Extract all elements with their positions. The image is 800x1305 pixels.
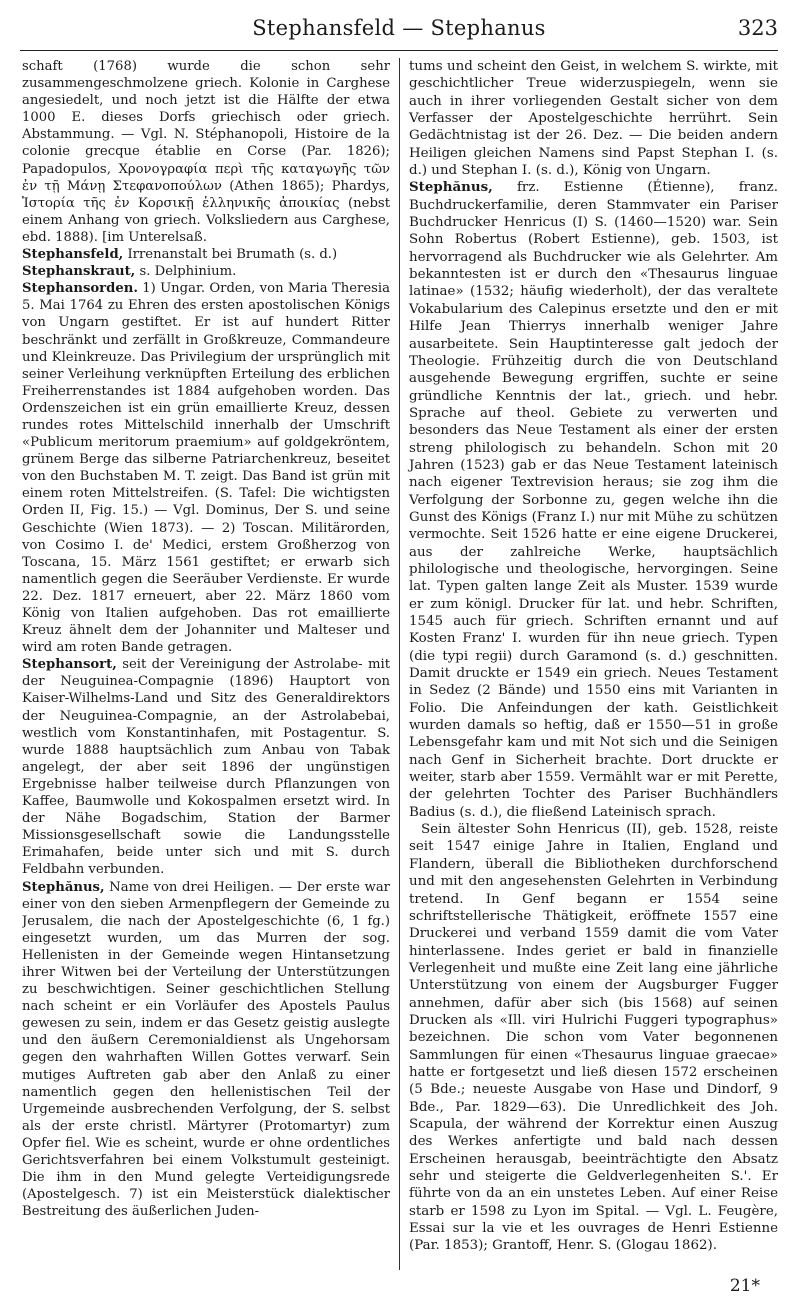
entry-paragraph: Stephanskraut, s. Delphinium. bbox=[22, 264, 237, 280]
entry-paragraph: Stephănus, frz. Estienne (Étienne), franz. Buchdruckerfamilie, deren Stammvater ein Pariser Buchdrucker Henricus (I) S. (1460—1520) war. Sein Sohn Robertus (Robert Estienne), geb. 1503, ist hervorragend als Buchdrucker wie als Gelehrter. Am bekanntesten ist er durch den «Thesaurus linguae latinae» (1532; häufig wiederholt), der das veraltete Vokabularium des Calepinus ersetzte und den er mit Hilfe Jean Thierrys innerhalb weniger Jahre ausarbeitete. Sein Hauptinteresse galt jedoch der Theologie. Frühzeitig durch die von Deutschland ausgehende Bewegung ergriffen, suchte er seine gründliche Kenntnis der lat., griech. und hebr. Sprache auf theol. Gebiete zu verwerten und besonders das Neue Testament als einer der ersten streng philologisch zu behandeln. Schon mit 20 Jahren (1523) gab er das Neue Testament lateinisch nach eigener Textrevision heraus; sie zog ihm die Verfolgung der Sorbonne zu, gegen welche ihn die Gunst des Königs (Franz I.) nur mit Mühe zu schützen vermochte. Seit 1526 hatte er eine eigene Druckerei, aus der zahlreiche Werke, hauptsächlich philologische und theologische, hervorgingen. Seine lat. Typen galten lange Zeit als Muster. 1539 wurde er zum königl. Drucker für lat. und hebr. Schriften, 1545 auch für griech. Schriften ernannt und auf Kosten Franz' I. wurden für ihn neue griech. Typen (die typi regii) durch Garamond (s. d.) geschnitten. Damit druckte er 1549 ein griech. Neues Testament in Sedez (2 Bände) und 1550 eins mit Varianten in Folio. Die Anfeindungen der kath. Geistlichkeit wurden damals so heftig, daß er 1550—51 in große Lebensgefahr kam und mit Not sich und die Seinigen nach Genf in Sicherheit brachte. Dort druckte er weiter, starb aber 1559. Vermählt war er mit Perette, der gelehrten Tochter des Pariser Buchhändlers Badius (s. d.), die fließend Lateinisch sprach. bbox=[409, 179, 778, 820]
running-header bbox=[20, 6, 778, 51]
entry-headword: Stephănus, bbox=[409, 179, 493, 196]
entry-paragraph: tums und scheint den Geist, in welchem S. wirkte, mit geschichtlicher Treue widerzuspiegeln, wenn sie auch in ihrer vorliegenden Gestalt sicher von dem Verfasser der Apostelgeschichte herrührt. Sein Gedächtnistag ist der 26. Dez. — Die beiden andern Heiligen gleichen Namens sind Papst Stephan I. (s. d.) und Stephan I. (s. d.), König von Ungarn. bbox=[409, 59, 778, 179]
entry-headword: Stephansort, bbox=[22, 657, 117, 673]
header-title: Stephansfeld — Stephanus bbox=[252, 16, 546, 40]
entry-headword: Stephansfeld, bbox=[22, 247, 124, 263]
entry-paragraph: schaft (1768) wurde die schon sehr zusammengeschmolzene griech. Kolonie in Carghese angesiedelt, und noch jetzt ist die Hälfte der etwa 1000 E. dieses Dorfs griechisch oder griech. Abstammung. — Vgl. N. Stéphanopoli, Histoire de la colonie grecque établie en Corse (Par. 1826); Papadopulos, Χρονογραφία περὶ τῆς καταγωγῆς τῶν ἐν τῇ Μάνῃ Στεφανοπούλων (Athen 1865); Phardys, Ἱστορία τῆς ἐν Κορσικῇ ἑλληνικῆς ἀποικίας (nebst einem Anhang von griech. Volksliedern aus Carghese, ebd. 1888). [im Unterelsaß. bbox=[22, 59, 390, 245]
entry-paragraph: Stephansfeld, Irrenanstalt bei Brumath (s. d.) bbox=[22, 247, 338, 263]
left-column bbox=[22, 58, 400, 1270]
entry-headword: Stephansorden. bbox=[22, 281, 138, 297]
text-columns bbox=[22, 58, 778, 1270]
entry-paragraph: Stephansort, seit der Vereinigung der Astrolabe- mit der Neuguinea-Compagnie (1896) Hauptort von Kaiser-Wilhelms-Land und Sitz des Generaldirektors der Neuguinea-Compagnie, an der Astrolabebai, westlich vom Konstantinhafen, mit Postagentur. S. wurde 1888 hauptsächlich zum Anbau von Tabak angelegt, der aber seit 1896 der ungünstigen Ergebnisse halber teilweise durch Pflanzungen von Kaffee, Baumwolle und Kokospalmen ersetzt wird. In der Nähe Bogadschim, Station der Barmer Missionsgesellschaft sowie die Landungsstelle Erimahafen, beide unter sich und mit S. durch Feldbahn verbunden. bbox=[22, 657, 390, 878]
sheet-signature: 21* bbox=[729, 1276, 760, 1296]
entry-headword: Stephanskraut, bbox=[22, 264, 136, 280]
entry-paragraph: Sein ältester Sohn Henricus (II), geb. 1528, reiste seit 1547 einige Jahre in Italien, England und Flandern, überall die Bibliotheken durchforschend und mit den angesehensten Gelehrten in Verbindung tretend. In Genf begann er 1554 seine schriftstellerische Thätigkeit, eröffnete 1557 eine Druckerei und verband 1559 damit die vom Vater hinterlassene. Indes geriet er bald in finanzielle Verlegenheit und mußte eine Zeit lang eine jährliche Unterstützung von einem der Augsburger Fugger annehmen, dafür aber sich (bis 1568) auf seinen Drucken als «Ill. viri Hulrichi Fuggeri typographus» bezeichnen. Die schon vom Vater begonnenen Sammlungen für einen «Thesaurus linguae graecae» hatte er fortgesetzt und ließ diesen 1572 erscheinen (5 Bde.; neueste Ausgabe von Hase und Dindorf, 9 Bde., Par. 1829—63). Die Unredlichkeit des Joh. Scapula, der während der Korrektur einen Auszug des Werkes anfertigte und bald nach dessen Erscheinen herausgab, beeinträchtigte den Absatz sehr und steigerte die Geldverlegenheiten S.'. Er führte von da an ein unstetes Leben. Auf einer Reise starb er 1598 zu Lyon im Spital. — Vgl. L. Feugère, Essai sur la vie et les ouvrages de Henri Estienne (Par. 1853); Grantoff, Henr. S. (Glogau 1862). bbox=[409, 822, 778, 1254]
entry-headword: Stephănus, bbox=[22, 879, 105, 895]
page-number: 323 bbox=[737, 16, 778, 40]
entry-paragraph: Stephansorden. 1) Ungar. Orden, von Maria Theresia 5. Mai 1764 zu Ehren des ersten apostolischen Königs von Ungarn gestiftet. Er ist auf hundert Ritter beschränkt und zerfällt in Großkreuze, Commandeure und Kleinkreuze. Das Privilegium der ursprünglich mit seiner Verleihung verknüpften Erteilung des erblichen Freiherrenstandes ist 1884 aufgehoben worden. Das Ordenszeichen ist ein grün emaillierte Kreuz, dessen rundes rotes Mittelschild innerhalb der Umschrift «Publicum meritorum praemium» auf goldgekröntem, grünem Berge das silberne Patriarchenkreuz, beseitet von den Buchstaben M. T. zeigt. Das Band ist grün mit einem roten Mittelstreifen. (S. Tafel: Die wichtigsten Orden II, Fig. 15.) — Vgl. Dominus, Der S. und seine Geschichte (Wien 1873). — 2) Toscan. Militärorden, von Cosimo I. de' Medici, erstem Großherzog von Toscana, 15. März 1561 gestiftet; er erwarb sich namentlich gegen die Seeräuber Verdienste. Er wurde 22. Dez. 1817 erneuert, aber 22. März 1860 vom König von Italien aufgehoben. Das rot emaillierte Kreuz ähnelt dem der Johanniter und Malteser und wird am roten Bande getragen. bbox=[22, 281, 390, 656]
right-column bbox=[400, 58, 778, 1270]
entry-paragraph: Stephănus, Name von drei Heiligen. — Der erste war einer von den sieben Armenpflegern der Gemeinde zu Jerusalem, die nach der Apostelgeschichte (6, 1 fg.) eingesetzt wurden, um das Murren der sog. Hellenisten in der Gemeinde wegen Hintansetzung ihrer Witwen bei der Verteilung der Unterstützungen zu beschwichtigen. Seiner geschichtlichen Stellung nach scheint er ein Vorläufer des Apostels Paulus gewesen zu sein, indem er das Gesetz geistig auslegte und den äußern Ceremonialdienst als Ungehorsam gegen den wahrhaften Willen Gottes verwarf. Sein mutiges Auftreten gab aber den Anlaß zu einer namentlich gegen den hellenistischen Teil der Urgemeinde ausbrechenden Verfolgung, der S. selbst als der erste christl. Märtyrer (Protomartyr) zum Opfer fiel. Wie es scheint, wurde er ohne ordentliches Gerichtsverfahren bei einem Volkstumult gesteinigt. Die ihm in den Mund gelegte Verteidigungsrede (Apostelgesch. 7) ist ein Meisterstück dialektischer Bestreitung des äußerlichen Juden- bbox=[22, 879, 390, 1220]
